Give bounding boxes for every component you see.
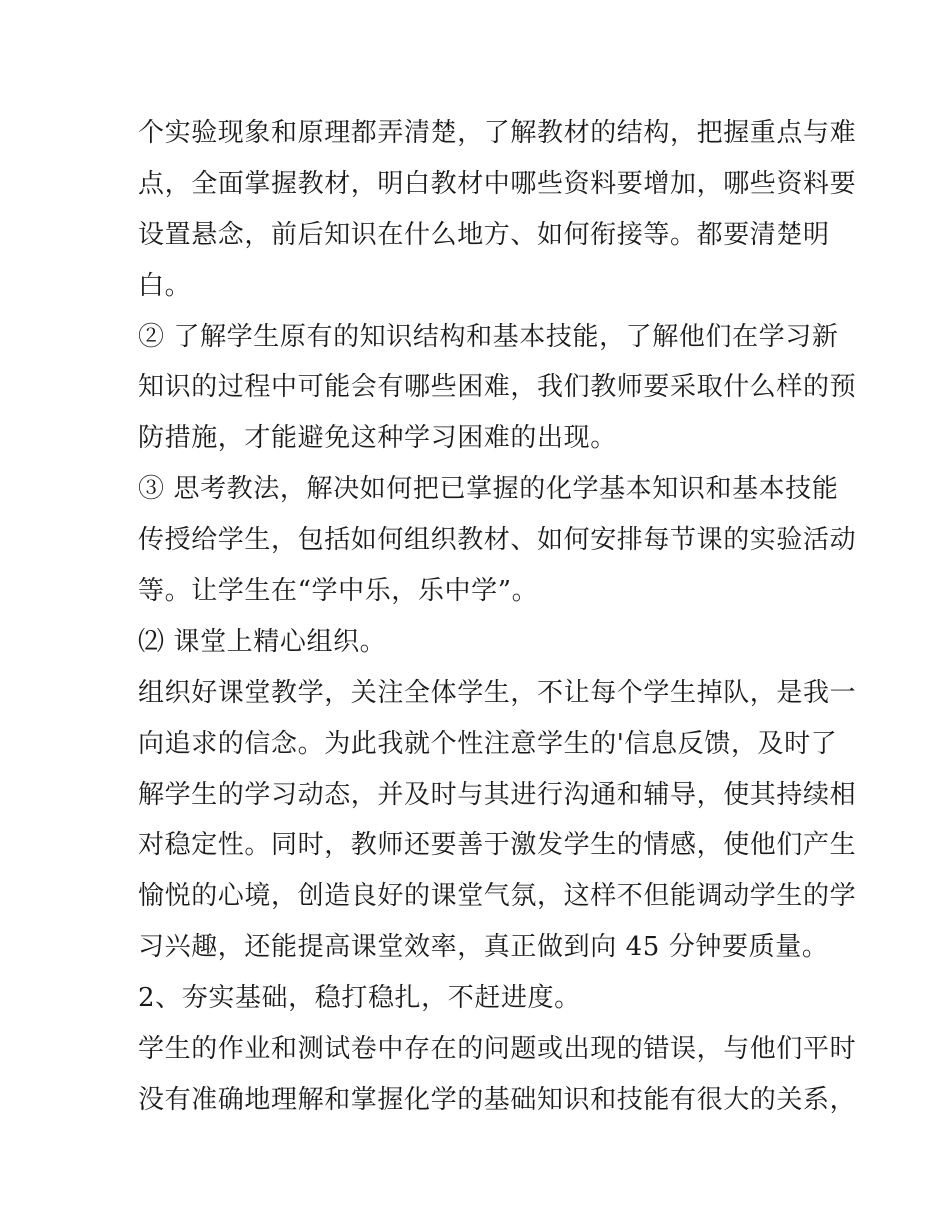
- text-line: 习兴趣，还能提高课堂效率，真正做到向 45 分钟要质量。: [138, 932, 829, 963]
- subsection-heading: ⑵ 课堂上精心组织。: [138, 626, 387, 657]
- text-line: 知识的过程中可能会有哪些困难，我们教师要采取什么样的预: [138, 372, 857, 403]
- list-item-3-line: ③ 思考教法，解决如何把已掌握的化学基本知识和基本技能: [138, 474, 839, 505]
- text-line: 没有准确地理解和掌握化学的基础知识和技能有很大的关系，: [138, 1084, 857, 1115]
- text-line: 点，全面掌握教材，明白教材中哪些资料要增加，哪些资料要: [138, 168, 857, 199]
- text-line: 组织好课堂教学，关注全体学生，不让每个学生掉队，是我一: [138, 677, 857, 708]
- text-line: 等。让学生在“学中乐，乐中学”。: [138, 576, 539, 607]
- text-line: 解学生的学习动态，并及时与其进行沟通和辅导，使其持续相: [138, 779, 857, 810]
- text-line: 对稳定性。同时，教师还要善于激发学生的情感，使他们产生: [138, 830, 857, 861]
- text-line: 学生的作业和测试卷中存在的问题或出现的错误，与他们平时: [138, 1034, 857, 1065]
- text-line: 愉悦的心境，创造良好的课堂气氛，这样不但能调动学生的学: [138, 881, 857, 912]
- text-line: 防措施，才能避免这种学习困难的出现。: [138, 423, 617, 454]
- document-body: [138, 108, 857, 1126]
- section-heading: 2、夯实基础，稳打稳扎，不赶进度。: [138, 983, 581, 1014]
- text-line: 个实验现象和原理都弄清楚，了解教材的结构，把握重点与难: [138, 118, 857, 148]
- text-line: 设置悬念，前后知识在什么地方、如何衔接等。都要清楚明: [138, 219, 830, 250]
- list-item-2-line: ② 了解学生原有的知识结构和基本技能，了解他们在学习新: [138, 321, 839, 352]
- text-line: 传授给学生，包括如何组织教材、如何安排每节课的实验活动: [138, 525, 857, 556]
- text-line: 白。: [138, 270, 192, 301]
- text-line: 向追求的信念。为此我就个性注意学生的'信息反馈，及时了: [138, 728, 838, 759]
